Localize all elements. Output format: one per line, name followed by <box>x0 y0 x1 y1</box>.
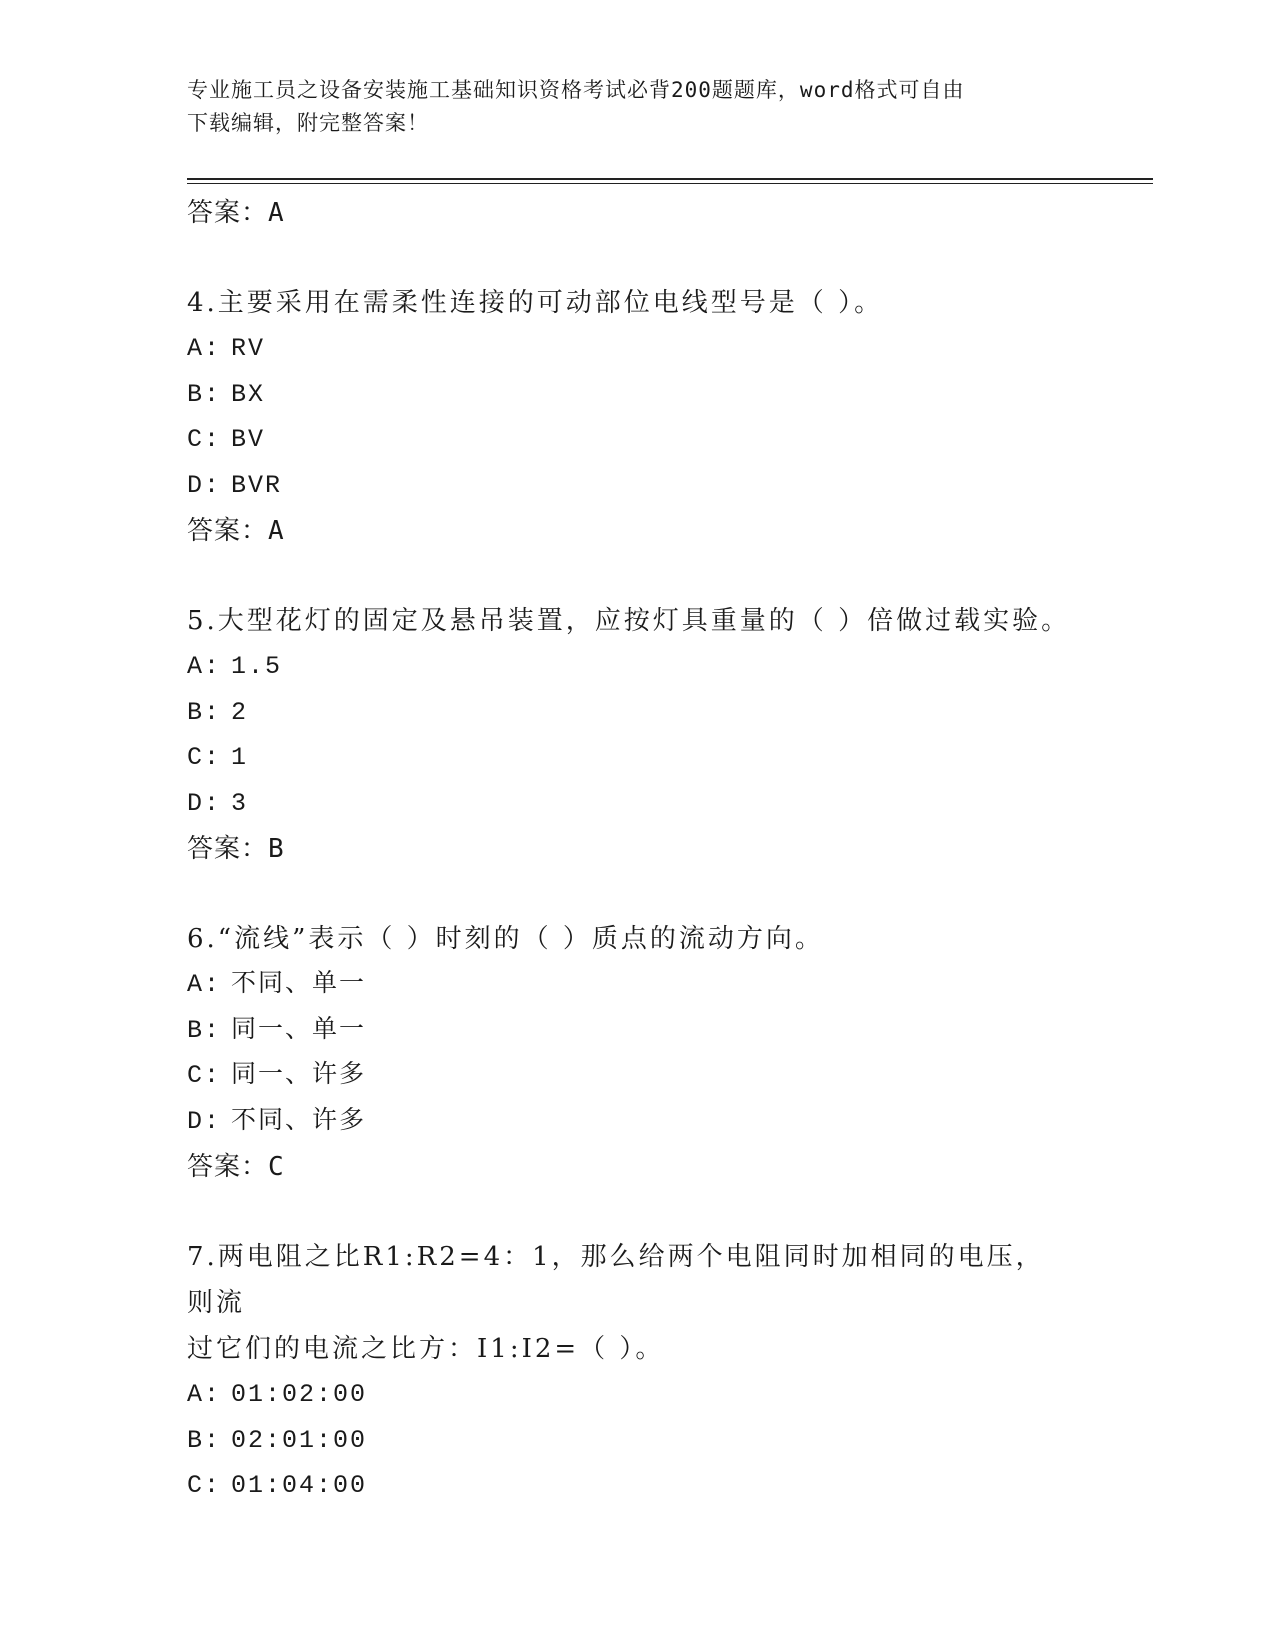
option-text: RV <box>231 334 266 363</box>
option-text: 同一、许多 <box>231 1061 367 1090</box>
answer-line: 答案：C <box>187 1152 285 1182</box>
option-d <box>187 781 1087 827</box>
question-item <box>187 280 1087 554</box>
option-text: BVR <box>231 470 283 500</box>
option-b <box>187 1008 1087 1054</box>
option-text: BX <box>231 379 266 409</box>
option-c <box>187 735 1087 781</box>
answer-line: 答案：A <box>187 198 285 228</box>
option-letter: D: <box>187 788 222 818</box>
option-letter: C: <box>187 425 222 454</box>
option-text: 不同、许多 <box>231 1106 367 1136</box>
option-d <box>187 1099 1087 1145</box>
question-text-line-1: 7.两电阻之比R1:R2=4：1，那么给两个电阻同时加相同的电压，则流 <box>187 1242 1045 1318</box>
option-text: 不同、单一 <box>231 970 367 999</box>
option-b <box>187 1418 1087 1464</box>
question-text: 6.“流线”表示（ ）时刻的（ ）质点的流动方向。 <box>187 924 824 954</box>
option-c <box>187 1053 1087 1099</box>
option-a <box>187 326 1087 372</box>
option-a <box>187 962 1087 1008</box>
option-c <box>187 417 1087 463</box>
question-list <box>187 190 1087 1509</box>
option-text: 02:01:00 <box>231 1425 368 1455</box>
option-letter: B: <box>187 697 222 727</box>
option-letter: D: <box>187 1106 222 1136</box>
option-text: 同一、单一 <box>231 1015 367 1045</box>
option-letter: A: <box>187 970 222 999</box>
document-header <box>187 74 1087 140</box>
question-item <box>187 1234 1087 1509</box>
question-item <box>187 598 1087 872</box>
option-text: 1 <box>231 743 249 772</box>
option-text: 3 <box>231 788 249 818</box>
option-text: 2 <box>231 697 249 727</box>
header-divider-thin <box>187 183 1153 184</box>
option-text: 01:02:00 <box>231 1380 368 1409</box>
option-letter: C: <box>187 1471 222 1500</box>
option-text: 01:04:00 <box>231 1471 368 1500</box>
option-c <box>187 1463 1087 1509</box>
header-line-2: 下载编辑，附完整答案！ <box>187 111 429 135</box>
question-item <box>187 916 1087 1190</box>
option-text: 1.5 <box>231 652 283 681</box>
answer-line: 答案：A <box>187 516 285 546</box>
question-text: 4.主要采用在需柔性连接的可动部位电线型号是（ ）。 <box>187 288 884 318</box>
header-divider-thick <box>187 178 1153 180</box>
question-text: 5.大型花灯的固定及悬吊装置，应按灯具重量的（ ）倍做过载实验。 <box>187 606 1071 636</box>
option-b <box>187 372 1087 418</box>
option-b <box>187 690 1087 736</box>
option-text: BV <box>231 425 266 454</box>
option-letter: C: <box>187 1061 222 1090</box>
option-letter: D: <box>187 470 222 500</box>
option-letter: A: <box>187 1380 222 1409</box>
header-line-1: 专业施工员之设备安装施工基础知识资格考试必背200题题库，word格式可自由 <box>187 78 965 102</box>
answer-line: 答案：B <box>187 834 285 864</box>
option-letter: B: <box>187 1425 222 1455</box>
option-a <box>187 1372 1087 1418</box>
option-letter: C: <box>187 743 222 772</box>
option-letter: B: <box>187 379 222 409</box>
option-letter: A: <box>187 334 222 363</box>
option-letter: A: <box>187 652 222 681</box>
question-text-line-2: 过它们的电流之比方：I1:I2=（ ）。 <box>187 1334 665 1364</box>
option-d <box>187 463 1087 509</box>
option-a <box>187 644 1087 690</box>
option-letter: B: <box>187 1015 222 1045</box>
